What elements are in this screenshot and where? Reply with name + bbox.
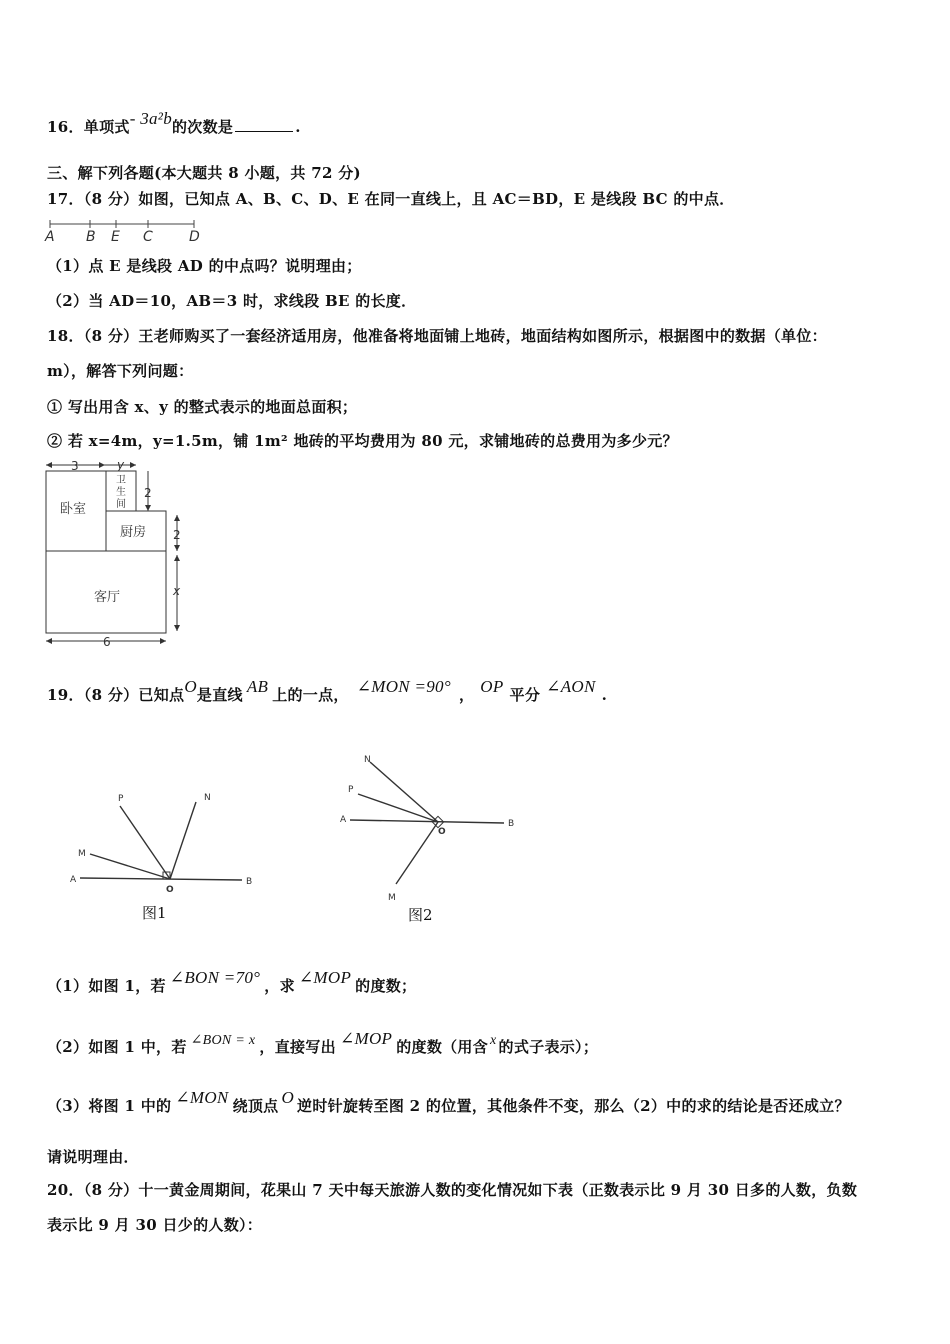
q19-sub3-point-o: O [281,1088,295,1107]
q19-sub2-angle-mop: ∠MOP [339,1029,393,1048]
q19-sub2-text-4: 的式子表示）； [498,1038,599,1056]
q19-sub2-var-x: x [490,1033,497,1048]
q19-text-4: 平分 [509,686,541,704]
q19-text-3: 上的一点， [272,686,349,704]
q18-item2: ② 若 x=4m，y=1.5m，铺 1m² 地砖的平均费用为 80 元，求铺地砖的总费用为多少元？ [47,432,678,450]
fig2-label-a: A [340,815,347,825]
q17-stem: 17．（8 分）如图，已知点 A、B、C、D、E 在同一直线上，且 AC＝BD，E 是线段 BC 的中点． [47,190,735,208]
q17-point-e: E [111,229,120,245]
q19-text-2: 是直线 [196,686,243,704]
fig2-caption: 图2 [408,906,433,924]
q16-line [47,109,301,137]
q19-sub3-text-3: 逆时针旋转至图 2 的位置，其他条件不变，那么（2）中的求的结论是否还成立？ [297,1097,850,1115]
q19-stem [47,677,608,705]
q16-period: . [295,118,301,136]
fig1-label-o: O [166,885,174,895]
q18-floor-plan [40,455,200,655]
fig1-label-n: N [204,793,211,803]
q17-point-d: D [189,229,200,245]
q17-sub2: （2）当 AD＝10，AB＝3 时，求线段 BE 的长度． [47,292,417,310]
q18-dim-bottom: 6 [103,635,111,649]
q18-stem-line1: 18．（8 分）王老师购买了一套经济适用房，他准备将地面铺上地砖，地面结构如图所示，根据图中的数据（单位： [47,327,827,345]
q19-sub1-text-2: ，求 [264,977,295,995]
q18-room-bathroom-3: 间 [116,499,126,510]
q16-number: 16． [47,118,84,136]
fig1-label-p: P [118,794,124,804]
q19-sub1-text-3: 的度数； [355,977,417,995]
q19-sub2 [47,1029,599,1057]
fig1-label-a: A [70,875,77,885]
fig1-label-b: B [246,877,253,887]
q19-angle-aon: ∠AON [546,677,596,696]
q18-item1: ① 写出用含 x、y 的整式表示的地面总面积； [47,398,358,416]
q17-point-a: A [45,229,55,245]
q17-segment-figure [44,216,214,246]
q19-comma: ， [458,686,475,704]
section-3-title: 三、解下列各题(本大题共 8 小题，共 72 分) [47,164,361,182]
q18-room-living: 客厅 [94,590,121,605]
q19-sub3-text-1: （3）将图 1 中的 [47,1097,172,1115]
q19-sub3 [47,1088,850,1116]
fig2-label-n: N [364,755,371,765]
q18-room-kitchen: 厨房 [120,525,147,540]
q17-point-c: C [143,229,153,245]
q18-dim-right-3: x [173,584,181,598]
q18-dim-right-1: 2 [144,486,152,500]
q19-sub2-text-3: 的度数（用含 [396,1038,489,1056]
q19-figure-1 [66,788,266,898]
fig2-label-b: B [508,819,515,829]
q19-point-o: O [184,677,197,696]
q19-ray-op: OP [480,677,504,696]
q19-sub1-text-1: （1）如图 1，若 [47,977,166,995]
q19-sub2-text-1: （2）如图 1 中，若 [47,1038,187,1056]
q19-line-ab: AB [246,677,269,696]
q18-stem-line2: m），解答下列问题： [47,362,194,380]
q19-text-1: 19．（8 分）已知点 [47,686,185,704]
fig2-label-o: O [438,827,446,837]
q18-dim-right-2: 2 [173,528,181,542]
q19-sub3-angle-mon: ∠MON [175,1088,229,1107]
q18-dim-top-right: y [117,458,125,472]
q20-stem-line1: 20．（8 分）十一黄金周期间，花果山 7 天中每天旅游人数的变化情况如下表（正数表示比 9 月 30 日多的人数，负数 [47,1181,858,1199]
q19-sub3-text-2: 绕顶点 [232,1097,279,1115]
q19-sub1-angle-bon: ∠BON =70° [169,968,261,987]
q19-sub2-angle-bon: ∠BON = x [190,1033,256,1048]
fig1-label-m: M [78,849,86,859]
q18-room-bathroom-1: 卫 [116,475,126,486]
q19-period: . [601,686,608,704]
q17-sub1: （1）点 E 是线段 AD 的中点吗？说明理由； [47,257,362,275]
q16-expression: - 3a²b [129,109,172,128]
q19-sub1-angle-mop: ∠MOP [298,968,352,987]
q19-angle-mon: ∠MON =90° [356,677,451,696]
fig2-label-m: M [388,893,396,902]
q18-room-bathroom-2: 生 [116,487,126,498]
q17-point-b: B [86,229,96,245]
q16-text-pre: 单项式 [83,118,130,136]
fig2-label-p: P [348,785,354,795]
q19-sub2-text-2: ，直接写出 [259,1038,336,1056]
q18-dim-top-left: 3 [71,459,79,473]
q19-sub3-line2: 请说明理由． [47,1148,139,1166]
q16-text-post: 的次数是 [172,118,234,136]
q20-stem-line2: 表示比 9 月 30 日少的人数）： [47,1216,263,1234]
q16-answer-blank [235,117,293,132]
q18-room-bedroom: 卧室 [60,502,87,517]
q19-sub1 [47,968,417,996]
q19-figure-2 [336,752,526,902]
fig1-caption: 图1 [142,904,167,922]
